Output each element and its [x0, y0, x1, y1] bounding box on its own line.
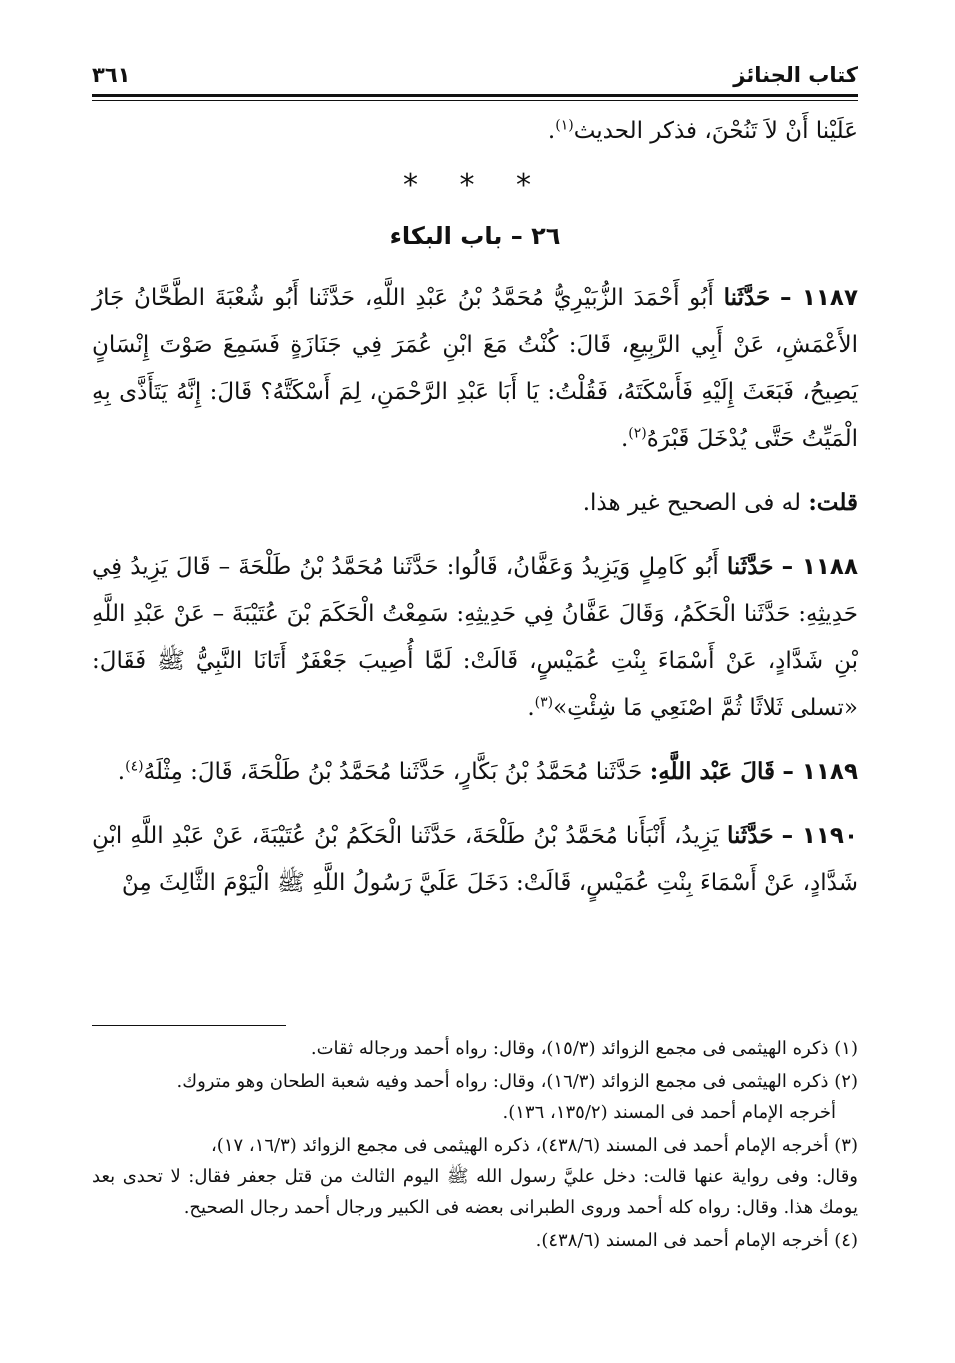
running-head [92, 58, 858, 92]
hadith-number: ١١٩٠ – [781, 823, 858, 849]
footnote-ref-4: (٤) [125, 758, 144, 775]
editor-note [92, 479, 858, 527]
hadith-text: حَدَّثَنا مُحَمَّدُ بْنُ بَكَّارٍ، حَدَّثَنا مُحَمَّدُ بْنُ طَلْحَةَ، قَالَ: مِثْلَهُ [143, 759, 643, 785]
footnote-2: (٢) ذكره الهيثمى فى مجمع الزوائد (١٦/٣)، وقال: رواه أحمد وفيه شعبة الطحان وهو متروك. أخرجه الإمام أحمد فى المسند (١٣٥/٢، ١٣٦). [176, 1071, 858, 1123]
hadith-number: ١١٨٩ – [782, 759, 858, 785]
hadith-1187: ١١٨٧ – حَدَّثَنا أَبُو أَحْمَدَ الزُّبَيْرِيُّ مُحَمَّدُ بْنُ عَبْدِ اللَّهِ، حَدَّثَنا أَبُو شُعْبَةَ الطَّحَّانُ جَارُ الأَعْمَشِ، عَنْ أَبِي الرَّبِيعِ، قَالَ: كُنْتُ مَعَ ابْنِ عُمَرَ فِي جَنَازَةٍ فَسَمِعَ صَوْتَ إِنْسَانٍ يَصِيحُ، فَبَعَثَ إِلَيْهِ فَأَسْكَتَهُ، فَقُلْتُ: يَا أَبَا عَبْدِ الرَّحْمَنِ، لِمَ أَسْكَتَّهُ؟ قَالَ: إِنَّهُ يَتَأَذَّى بِهِ الْمَيِّتُ حَتَّى يُدْخَلَ قَبْرَهُ$^{(٢)}$. [92, 284, 859, 452]
main-text [92, 108, 858, 923]
hadith-text: أَبُو أَحْمَدَ الزُّبَيْرِيُّ مُحَمَّدُ بْنُ عَبْدِ اللَّهِ، حَدَّثَنا أَبُو شُعْبَةَ الطَّحَّانُ جَارُ الأَعْمَشِ، عَنْ أَبِي الرَّبِيعِ، قَالَ: كُنْتُ مَعَ ابْنِ عُمَرَ فِي جَنَازَةٍ فَسَمِعَ صَوْتَ إِنْسَانٍ يَصِيحُ، فَبَعَثَ إِلَيْهِ فَأَسْكَتَهُ، فَقُلْتُ: يَا أَبَا عَبْدِ الرَّحْمَنِ، لِمَ أَسْكَتَّهُ؟ قَالَ: إِنَّهُ يَتَأَذَّى بِهِ الْمَيِّتُ حَتَّى يُدْخَلَ قَبْرَهُ [92, 285, 858, 452]
hadith-lead: حَدَّثَنا [723, 284, 771, 311]
hadith-1190 [92, 812, 858, 907]
footnote-ref-2: (٢) [628, 425, 647, 442]
footnote-3: (٣) أخرجه الإمام أحمد فى المسند (٤٣٨/٦)، ذكره الهيثمى فى مجمع الزوائد (١٦/٣، ١٧)، وقال: وفى رواية عنها قالت: دخل عليَّ رسول الله ﷺ اليوم الثالث من قتل جعفر فقال: لا تحدى بعد يومك هذا. وقال: رواه كله أحمد وروى الطبرانى بعضه فى الكبير ورجال أحمد رجال الصحيح. [92, 1135, 858, 1218]
hadith-lead: حَدَّثَنا [726, 553, 774, 580]
hadith-text: يَزِيدُ، أَنْبَأَنا مُحَمَّدُ بْنُ طَلْحَةَ، حَدَّثَنا الْحَكَمُ بْنُ عُتَيْبَةَ، عَنْ عَبْدِ اللَّهِ ابْنِ شَدَّادٍ، عَنْ أَسْمَاءَ بِنْتِ عُمَيْسٍ، قَالَتْ: دَخَلَ عَلَيَّ رَسُولُ اللَّهِ ﷺ الْيَوْمَ الثَّالِثَ مِنْ [92, 823, 858, 896]
book-page [92, 48, 858, 1338]
hadith-number: ١١٨٨ – [781, 554, 859, 580]
page-number: ٣٦١ [92, 63, 131, 87]
hadith-lead: قَالَ عَبْد اللَّهِ: [649, 758, 776, 785]
running-head-title: كتاب الجنائز [733, 63, 858, 87]
hadith-text: أَبُو كَامِلٍ وَيَزِيدُ وَعَفَّانُ، قَالُوا: حَدَّثَنا مُحَمَّدُ بْنُ طَلْحَةَ – قَالَ يَزِيدُ فِي حَدِيثِهِ: حَدَّثَنا الْحَكَمُ، وَقَالَ عَفَّانُ فِي حَدِيثِهِ: سَمِعْتُ الْحَكَمَ بْنَ عُتَيْبَةَ – عَنْ عَبْدِ اللَّهِ بْنِ شَدَّادٍ، عَنْ أَسْمَاءَ بِنْتِ عُمَيْسٍ، قَالَتْ: لَمَّا أُصِيبَ جَعْفَرٌ أَتَانَا النَّبِيُّ ﷺ فَقَالَ: «تسلى ثَلاثًا ثُمَّ اصْنَعِي مَا شِئْتِ» [92, 554, 858, 721]
continuation-line: عَلَيْنا أَنْ لاَ تَنُحْنَ، فذكر الحديث$^{(١)}$. [547, 117, 858, 144]
footnote-4: (٤) أخرجه الإمام أحمد فى المسند (٤٣٨/٦). [535, 1230, 858, 1251]
header-rule-thin [92, 100, 858, 101]
footnote-ref-3: (٣) [534, 694, 554, 711]
hadith-1188: ١١٨٨ – حَدَّثَنا أَبُو كَامِلٍ وَيَزِيدُ وَعَفَّانُ، قَالُوا: حَدَّثَنا مُحَمَّدُ بْنُ طَلْحَةَ – قَالَ يَزِيدُ فِي حَدِيثِهِ: حَدَّثَنا الْحَكَمُ، وَقَالَ عَفَّانُ فِي حَدِيثِهِ: سَمِعْتُ الْحَكَمَ بْنَ عُتَيْبَةَ – عَنْ عَبْدِ اللَّهِ بْنِ شَدَّادٍ، عَنْ أَسْمَاءَ بِنْتِ عُمَيْسٍ، قَالَتْ: لَمَّا أُصِيبَ جَعْفَرٌ أَتَانَا النَّبِيُّ ﷺ فَقَالَ: «تسلى ثَلاثًا ثُمَّ اصْنَعِي مَا شِئْتِ»$^{(٣)}$. [92, 553, 859, 721]
chapter-title: ٢٦ – باب البكاء [389, 222, 561, 250]
footnotes [92, 1033, 858, 1258]
hadith-number: ١١٨٧ – [779, 285, 859, 311]
footnote-separator [92, 1025, 286, 1026]
hadith-lead: حَدَّثَنا [726, 822, 774, 849]
section-divider-stars: * * * [402, 168, 548, 203]
header-rule-thick [92, 94, 858, 97]
footnote-1: (١) ذكره الهيثمى فى مجمع الزوائد (١٥/٣)، وقال: رواه أحمد ورجاله ثقات. [310, 1038, 858, 1059]
note-label: قلت: [808, 489, 858, 516]
hadith-1189: ١١٨٩ – قَالَ عَبْد اللَّهِ: حَدَّثَنا مُحَمَّدُ بْنُ بَكَّارٍ، حَدَّثَنا مُحَمَّدُ بْنُ طَلْحَةَ، قَالَ: مِثْلَهُ$^{(٤)}$. [117, 758, 858, 785]
note-text: له فى الصحيح غير هذا. [582, 490, 801, 516]
footnote-ref-1: (١) [555, 117, 574, 134]
